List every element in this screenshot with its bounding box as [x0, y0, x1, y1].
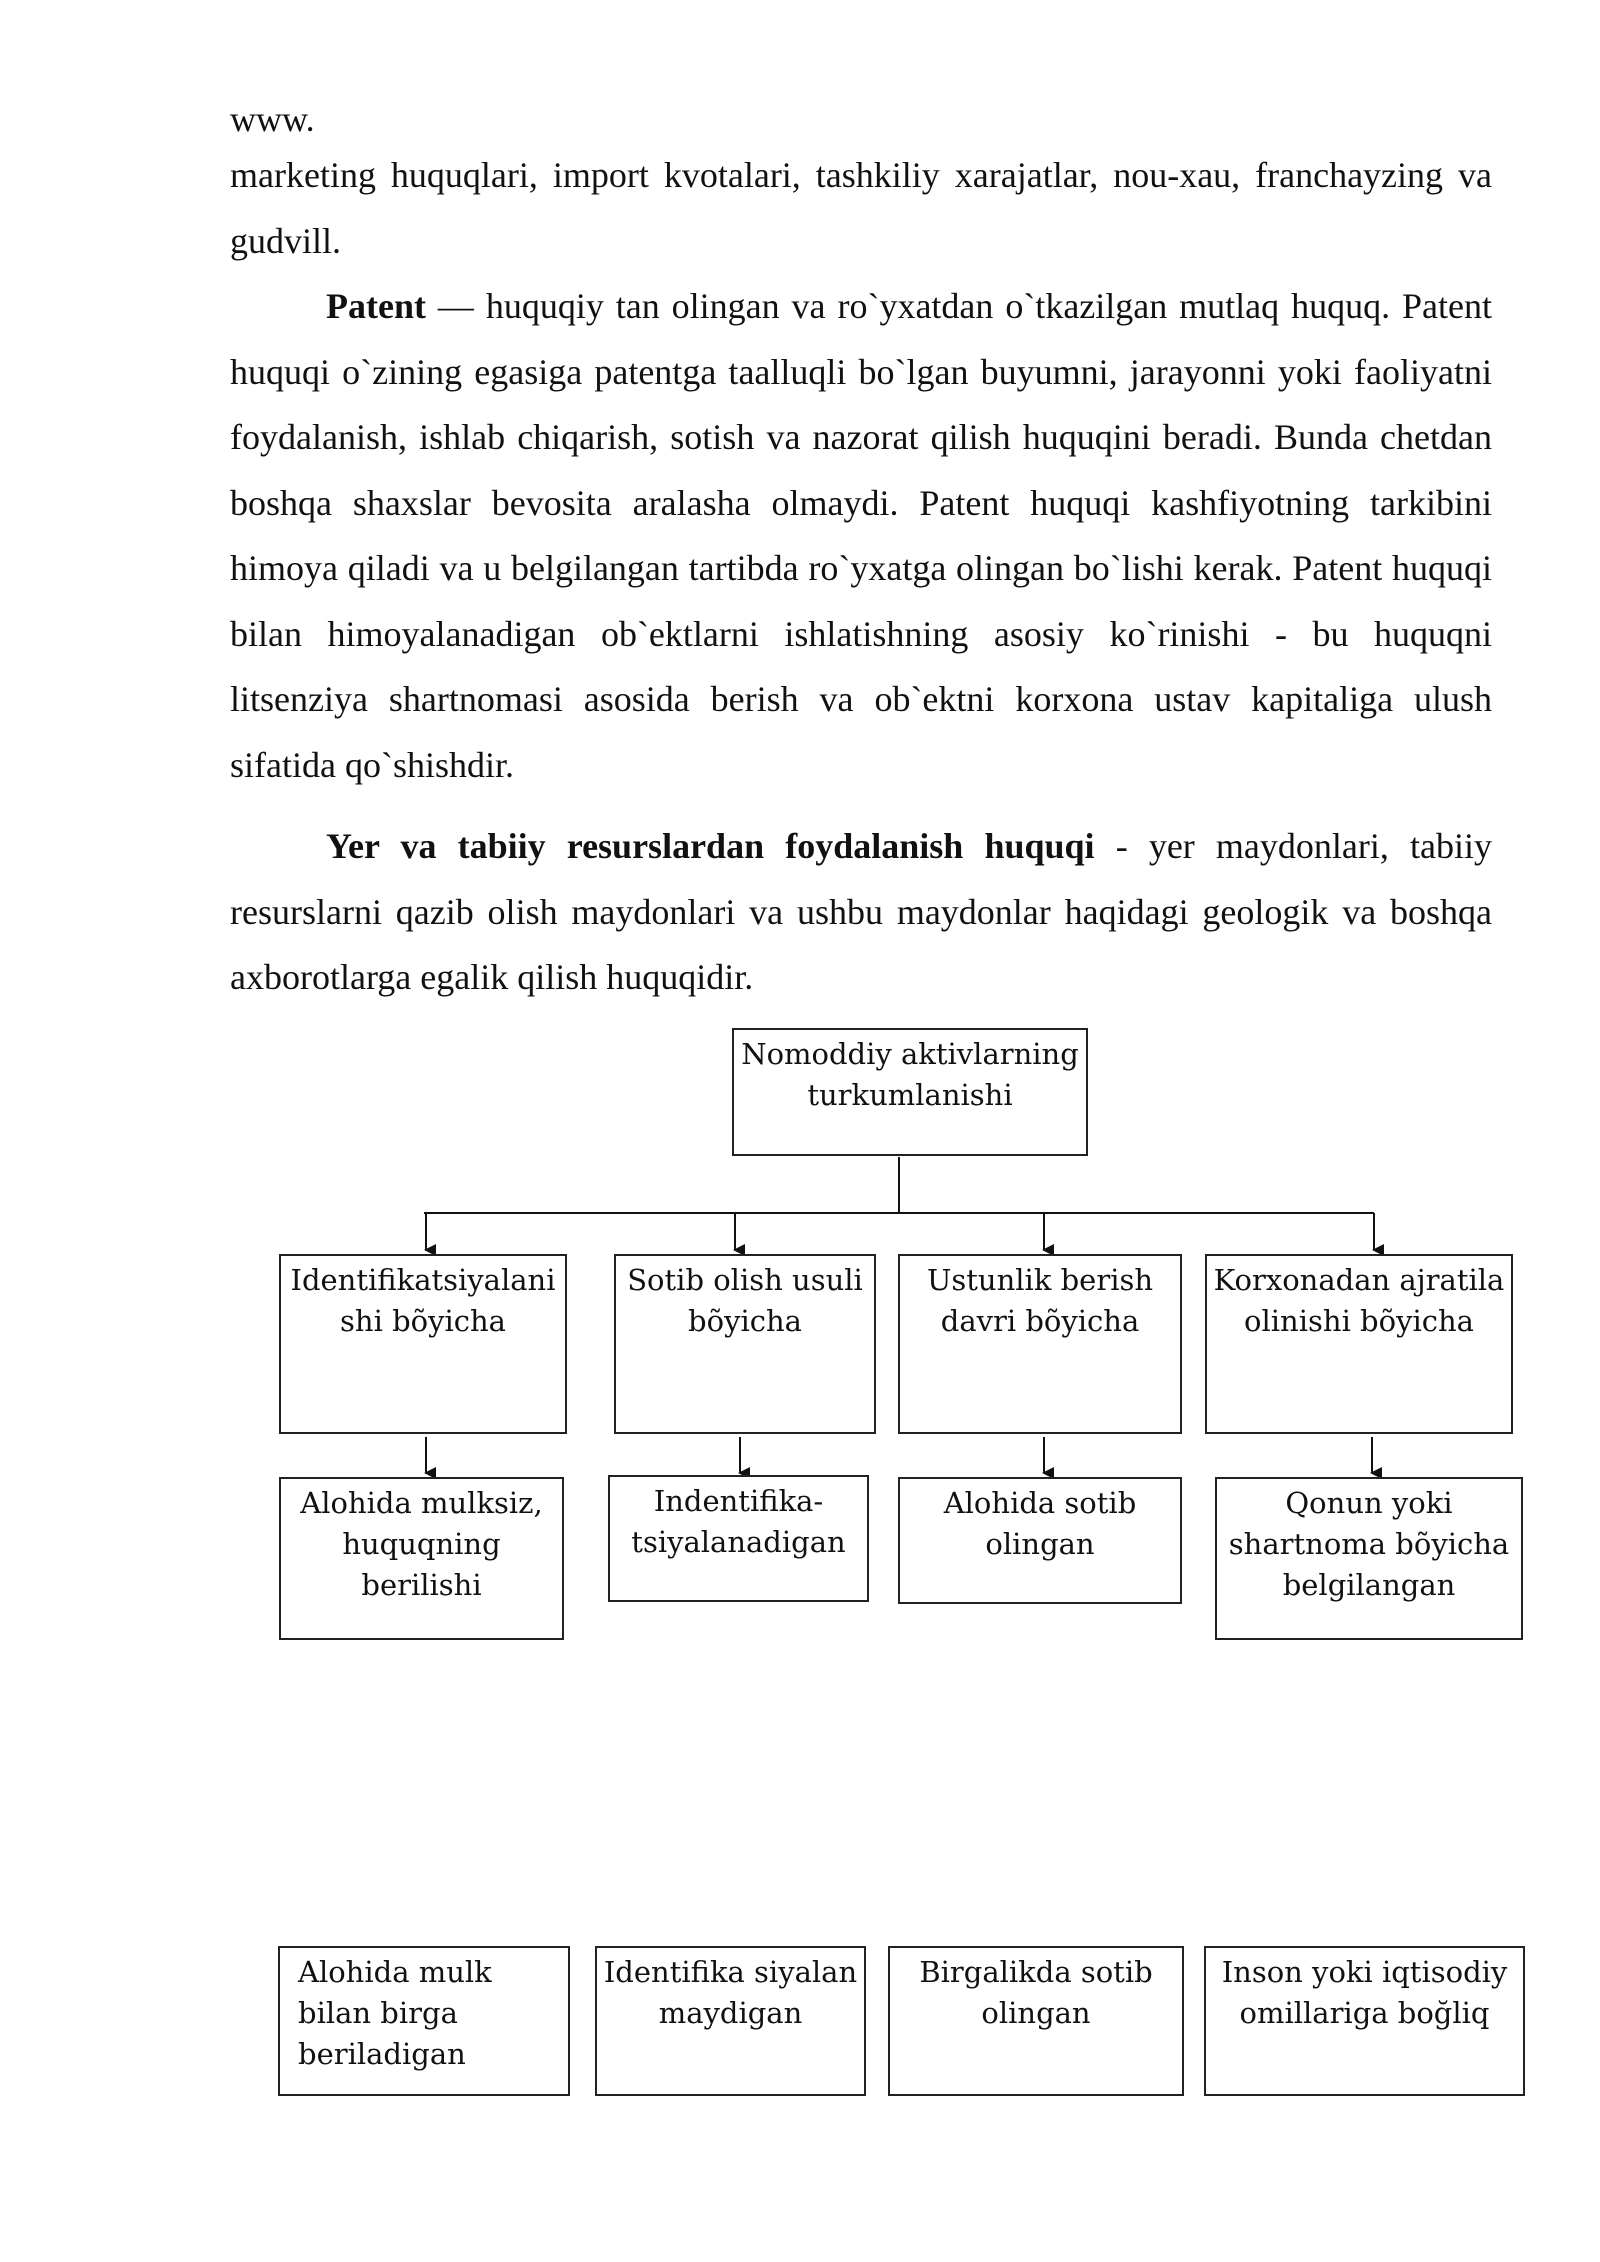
patent-definition: — huquqiy tan olingan va ro`yxatdan o`tkazilgan mutlaq huquq. Patent huquqi o`zining egasiga patentga taalluqli bo`lgan buyumni, jarayonni yoki faoliyatni foydalanish, ishlab chiqarish, sotish va nazorat qilish huquqini beradi. Bunda chetdan boshqa shaxslar bevosita aralasha olmaydi. Patent huquqi kashfiyotning tarkibini himoya qiladi va u belgilangan tartibda ro`yxatga olingan bo`lishi kerak. Patent huquqi bilan himoyalanadigan ob`ektlarni ishlatishning asosiy ko`rinishi - bu huquqni litsenziya shartnomasi asosida berish va ob`ektni korxona ustav kapitaliga ulush sifatida qo`shishdir. — [230, 286, 1492, 785]
level2-box-4 — [1215, 1477, 1523, 1640]
level1-box-4 — [1205, 1254, 1513, 1434]
term-patent: Patent — [326, 286, 426, 326]
level3-box-4 — [1204, 1946, 1525, 2096]
level2-label-1: Alohida mulksiz, huquqning berilishi — [300, 1486, 543, 1602]
level1-label-1: Identifikatsiyalanishi bõyicha — [290, 1263, 556, 1338]
level2-label-4: Qonun yoki shartnoma bõyicha belgilangan — [1228, 1486, 1510, 1602]
level2-label-3: Alohida sotib olingan — [943, 1486, 1137, 1561]
paragraph-intangibles-list: marketing huquqlari, import kvotalari, tashkiliy xarajatlar, nou-xau, franchayzing va gudvill. — [230, 155, 1492, 261]
level1-box-2 — [614, 1254, 876, 1434]
level1-box-1 — [279, 1254, 567, 1434]
level2-box-3 — [898, 1477, 1182, 1604]
url-fragment: www. — [230, 99, 315, 139]
level2-box-2 — [608, 1475, 869, 1602]
level2-box-1 — [279, 1477, 564, 1640]
diagram-root-label: Nomoddiy aktivlarning turkumlanishi — [741, 1037, 1079, 1112]
level3-box-2 — [595, 1946, 866, 2096]
level3-box-3 — [888, 1946, 1184, 2096]
level3-box-1 — [278, 1946, 570, 2096]
term-land-rights: Yer va tabiiy resurslardan foydalanish huquqi — [326, 826, 1095, 866]
level1-label-2: Sotib olish usuli bõyicha — [627, 1263, 863, 1338]
level2-label-2: Indentifika-tsiyalanadigan — [631, 1484, 846, 1559]
level1-box-3 — [898, 1254, 1182, 1434]
level1-label-3: Ustunlik berish davri bõyicha — [926, 1263, 1154, 1338]
land-rights-definition: - yer maydonlari, tabiiy resurslarni qazib olish maydonlari va ushbu maydonlar haqidagi geologik va boshqa axborotlarga egalik qilish huquqidir. — [230, 826, 1493, 997]
level3-label-3: Birgalikda sotib olingan — [919, 1955, 1153, 2030]
level3-label-1: Alohida mulk bilan birga beriladigan — [298, 1955, 492, 2071]
level3-label-2: Identifika siyalanmaydigan — [603, 1955, 858, 2030]
level1-label-4: Korxonadan ajratila olinishi bõyicha — [1213, 1263, 1505, 1338]
diagram-root-box — [732, 1028, 1088, 1156]
level3-label-4: Inson yoki iqtisodiy omillariga boğliq — [1221, 1955, 1508, 2030]
